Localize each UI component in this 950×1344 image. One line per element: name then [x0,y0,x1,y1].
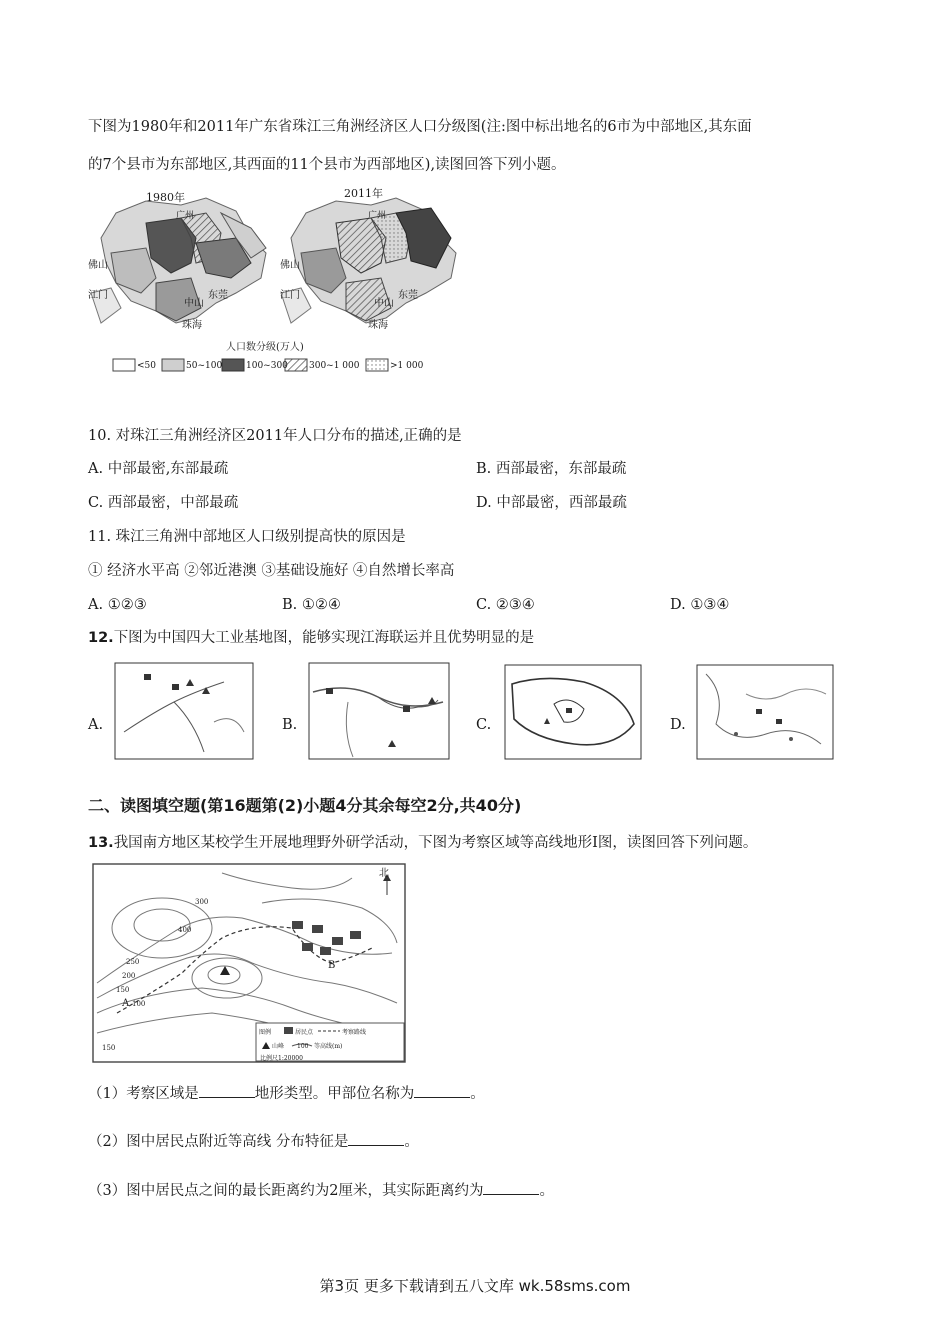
map-legend-label: 居民点 [295,1029,314,1036]
q13-sub1-blank-2[interactable] [414,1083,470,1098]
contour-label: 200 [122,972,136,980]
footer-prefix: 第 [319,1277,335,1295]
q10-option-b: B. 西部最密，东部最疏 [476,461,627,477]
q10-option-d: D. 中部最密，西部最疏 [476,495,627,511]
map-year-1980: 1980年 [146,191,185,204]
q11-option-d: D. ①③④ [670,597,730,613]
intro-line-2: 的7个县市为东部地区,其西面的11个县市为西部地区),读图回答下列小题。 [88,157,566,173]
map-legend-label: 100~300 [246,361,288,371]
q10-option-c: C. 西部最密，中部最疏 [88,495,239,511]
map-legend-label: 100 [297,1043,309,1050]
map-legend-label: 考察路线 [342,1029,367,1036]
page-footer [0,1275,950,1296]
q13-sub3 [88,1180,554,1200]
q13-sub3-end: 。 [539,1183,554,1199]
contour-label: 100 [132,1000,146,1008]
q13-sub2-blank[interactable] [348,1131,404,1146]
map-legend-label: 等高线(m) [314,1043,343,1050]
map-city-guangzhou-1: 广州 [176,211,195,221]
map-city-dongguan-1: 东莞 [208,290,228,301]
north-label: 北 [379,868,389,879]
map-year-2011: 2011年 [344,187,383,200]
map-city-foshan-2: 佛山 [280,260,300,271]
map-legend-label: 50~100 [186,361,223,371]
contour-label: 250 [126,958,140,966]
map-legend-title: 人口数分级(万人) [226,342,304,353]
q13-number: 13. [88,835,114,851]
map-legend-label: >1 000 [390,361,424,371]
q11-stem: 11. 珠江三角洲中部地区人口级别提高快的原因是 [88,529,406,545]
q13-sub3-text: （3）图中居民点之间的最长距离约为2厘米，其实际距离约为 [88,1183,484,1199]
footer-page-number: 3 [334,1277,345,1295]
q11-option-b: B. ①②④ [282,597,341,613]
map-city-zhuhai-2: 珠海 [368,320,388,331]
point-b-label: B [328,960,336,971]
map-city-zhongshan-1: 中山 [184,298,204,309]
contour-label: 300 [195,898,209,906]
point-a-label: A [122,998,130,1009]
q12-map-b [308,662,450,760]
map-legend-label: <50 [137,361,156,371]
map-legend-label: 山峰 [272,1043,285,1050]
q11-option-a: A. ①②③ [88,597,147,613]
q13-sub2-end: 。 [404,1134,419,1150]
q12-stem [88,629,534,647]
contour-label: 150 [116,986,130,994]
q13-sub1-end: 。 [470,1086,485,1102]
q12-number: 12. [88,630,114,646]
q12-label-d: D. [670,717,686,733]
contour-map [92,863,406,1063]
q12-label-c: C. [476,717,492,733]
q12-map-c [504,664,642,760]
map-legend-label: 图例 [259,1029,272,1036]
map-city-guangzhou-2: 广州 [368,211,387,221]
map-city-jiangmen-1: 江门 [88,290,108,301]
q13-sub1 [88,1083,485,1103]
map-city-dongguan-2: 东莞 [398,290,418,301]
q13-sub1-text-2: 地形类型。甲部位名称为 [254,1086,415,1102]
q12-label-b: B. [282,717,298,733]
map-city-zhuhai-1: 珠海 [182,320,202,331]
contour-label: 150 [102,1044,116,1052]
q12-map-d [696,664,834,760]
map-city-jiangmen-2: 江门 [280,290,300,301]
q12-label-a: A. [88,717,104,733]
q13-sub3-blank[interactable] [483,1180,539,1195]
map-legend-label: 300~1 000 [309,361,360,371]
q11-factors: ① 经济水平高 ②邻近港澳 ③基础设施好 ④自然增长率高 [88,563,455,579]
intro-line-1: 下图为1980年和2011年广东省珠江三角洲经济区人口分级图(注:图中标出地名的6市为中部地区,其东面 [88,119,752,135]
q13-sub1-text: （1）考察区域是 [88,1086,199,1102]
q13-stem [88,834,757,852]
contour-label: 400 [178,926,192,934]
q11-option-c: C. ②③④ [476,597,535,613]
q13-sub2 [88,1131,419,1151]
q12-stem-text: 下图为中国四大工业基地图，能够实现江海联运并且优势明显的是 [113,630,535,646]
q13-stem-text: 我国南方地区某校学生开展地理野外研学活动，下图为考察区域等高线地形Ⅰ图，读图回答下列问题。 [113,835,758,851]
map-city-zhongshan-2: 中山 [374,298,394,309]
q12-map-a [114,662,254,760]
q13-sub2-text: （2）图中居民点附近等高线 分布特征是 [88,1134,349,1150]
q13-sub1-blank-1[interactable] [199,1083,255,1098]
map-scale: 比例尺1:20000 [260,1055,303,1062]
population-map-figure [86,183,466,378]
q10-stem: 10. 对珠江三角洲经济区2011年人口分布的描述,正确的是 [88,428,462,444]
section2-title: 二、读图填空题(第16题第(2)小题4分其余每空2分,共40分) [88,796,522,815]
q10-option-a: A. 中部最密,东部最疏 [88,461,229,477]
map-city-foshan-1: 佛山 [88,260,108,271]
footer-text: 页 更多下载请到五八文库 wk.58sms.com [344,1277,631,1295]
